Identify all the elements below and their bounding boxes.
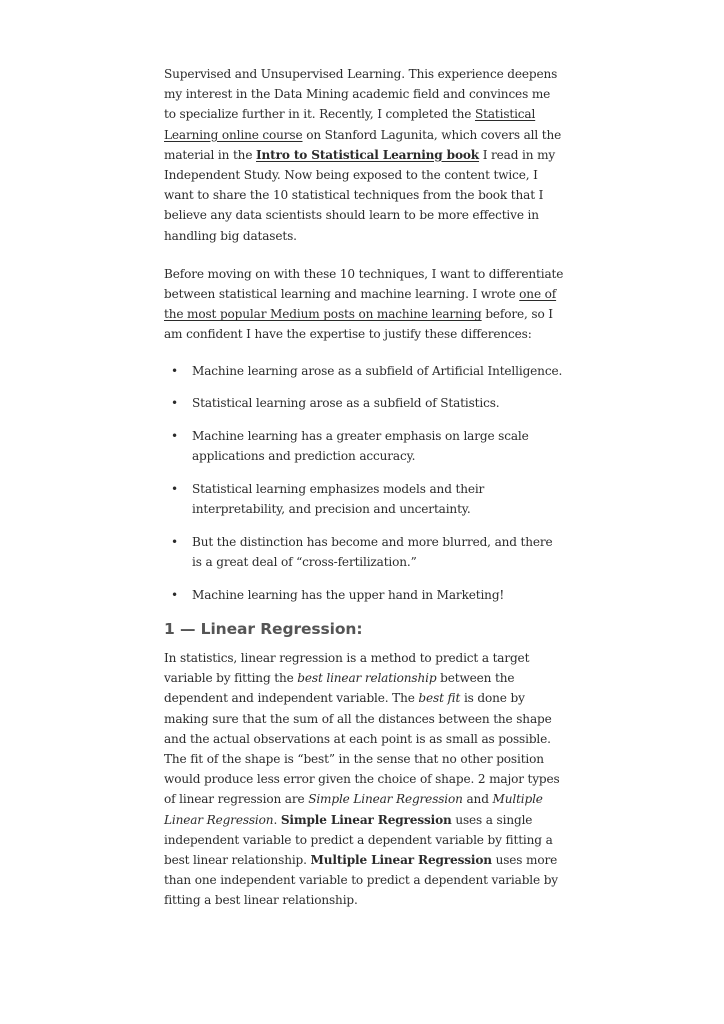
list-item: • Machine learning arose as a subfield of Artificial Intelligence. bbox=[164, 361, 564, 381]
bullet-icon: • bbox=[171, 481, 178, 496]
list-item: • But the distinction has become and more blurred, and there is a great deal of “cross-fertilization.” bbox=[164, 532, 564, 572]
bullet-icon: • bbox=[171, 363, 178, 378]
bullet-icon: • bbox=[171, 534, 178, 549]
intro-paragraph: Supervised and Unsupervised Learning. This experience deepens my interest in the Data Mining academic field and convinces me to specialize further in it. Recently, I completed the Statistical Learning online course on Stanford Lagunita, which covers all the material in the Intro to Statistical Learning book I read in my Independent Study. Now being exposed to the content twice, I want to share the 10 statistical techniques from the book that I believe any data scientists should learn to be more effective in handling big datasets. bbox=[164, 67, 562, 243]
article-body bbox=[164, 64, 564, 911]
statistical-learning-course-link[interactable]: Statistical Learning online course bbox=[164, 107, 536, 142]
list-item: • Machine learning has a greater emphasis on large scale applications and prediction accuracy. bbox=[164, 426, 564, 466]
differentiation-paragraph: Before moving on with these 10 techniques, I want to differentiate between statistical learning and machine learning. I wrote one of the most popular Medium posts on machine learning before, so I am confident I have the expertise to justify these differences: bbox=[164, 266, 564, 342]
bullet-icon: • bbox=[171, 396, 178, 411]
bullet-icon: • bbox=[171, 429, 178, 444]
bullet-icon: • bbox=[171, 587, 178, 602]
list-item: • Machine learning has the upper hand in Marketing! bbox=[164, 585, 564, 605]
intro-statistical-learning-book-link[interactable]: Intro to Statistical Learning book bbox=[256, 147, 480, 162]
medium-post-link[interactable]: one of the most popular Medium posts on machine learning bbox=[164, 287, 557, 322]
list-item: • Statistical learning arose as a subfield of Statistics. bbox=[164, 393, 564, 413]
differences-list bbox=[164, 361, 564, 605]
linear-regression-paragraph: In statistics, linear regression is a method to predict a target variable by fitting the best linear relationship between the dependent and independent variable. The best fit is done by making sure that the sum of all the distances between the shape and the actual observations at each point is as small as possible. The fit of the shape is “best” in the sense that no other position would produce less error given the choice of shape. 2 major types of linear regression are Simple Linear Regression and Multiple Linear Regression. Simple Linear Regression uses a single independent variable to predict a dependent variable by fitting a best linear relationship. Multiple Linear Regression uses more than one independent variable to predict a dependent variable by fitting a best linear relationship. bbox=[164, 650, 560, 908]
section-heading: 1 — Linear Regression: bbox=[164, 619, 363, 638]
list-item: • Statistical learning emphasizes models and their interpretability, and precision and uncertainty. bbox=[164, 479, 564, 519]
